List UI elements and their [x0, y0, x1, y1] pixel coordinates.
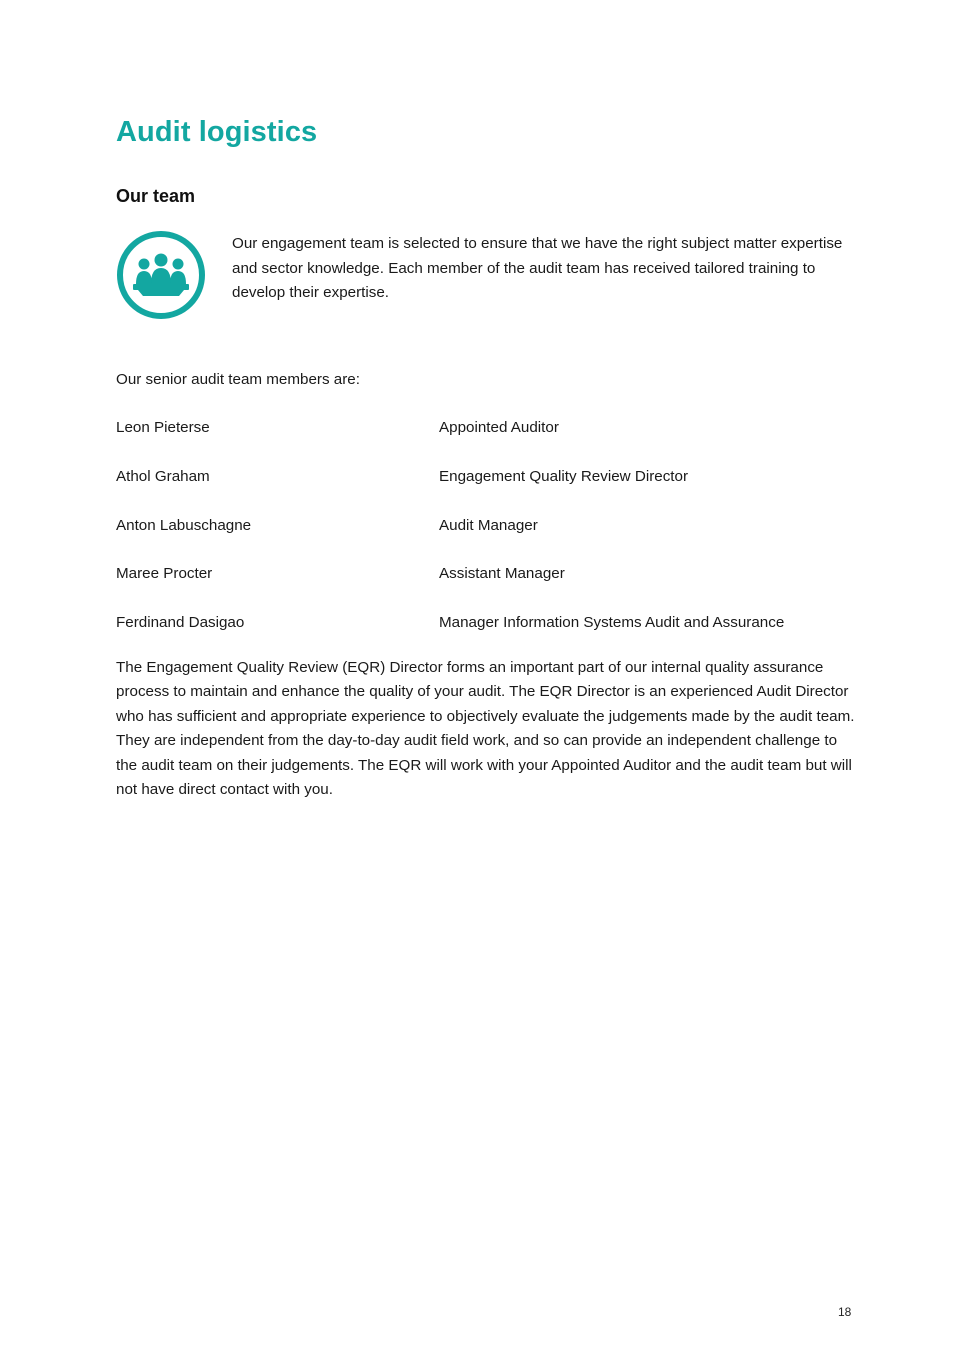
team-members-list: [116, 417, 856, 661]
member-role: Engagement Quality Review Director: [439, 467, 689, 485]
member-name: Leon Pieterse: [116, 419, 210, 436]
team-meeting-icon: [116, 230, 206, 320]
eqr-paragraph: The Engagement Quality Review (EQR) Director forms an important part of our internal quality assurance process to maintain and enhance the quality of your audit. The EQR Director is an experienced Audit Director who has sufficient and appropriate experience to objectively evaluate the judgements made by the audit team. They are independent from the day-to-day audit field work, and so can provide an independent challenge to the audit team on their judgements. The EQR will work with your Appointed Auditor and the audit team but will not have direct contact with you.: [116, 659, 855, 799]
member-role: Manager Information Systems Audit and Assurance: [439, 614, 785, 632]
team-member-row: [116, 466, 856, 515]
members-lead: Our senior audit team members are:: [116, 371, 360, 388]
section-heading: Our team: [116, 186, 196, 206]
team-member-row: [116, 417, 856, 466]
team-member-row: [116, 612, 856, 661]
member-name: Maree Procter: [116, 565, 213, 583]
team-member-row: [116, 563, 856, 612]
member-name: Ferdinand Dasigao: [116, 614, 245, 632]
team-member-row: [116, 515, 856, 564]
member-role: Appointed Auditor: [439, 419, 559, 436]
member-role: Audit Manager: [439, 516, 538, 534]
page-number: 18: [838, 1305, 852, 1319]
intro-paragraph: Our engagement team is selected to ensure that we have the right subject matter expertise and sector knowledge. Each member of the audit team has received tailored training to develop their expertise.: [232, 235, 843, 301]
member-name: Athol Graham: [116, 467, 210, 485]
member-role: Assistant Manager: [439, 565, 565, 583]
member-name: Anton Labuschagne: [116, 516, 252, 534]
page-title: Audit logistics: [116, 116, 318, 148]
